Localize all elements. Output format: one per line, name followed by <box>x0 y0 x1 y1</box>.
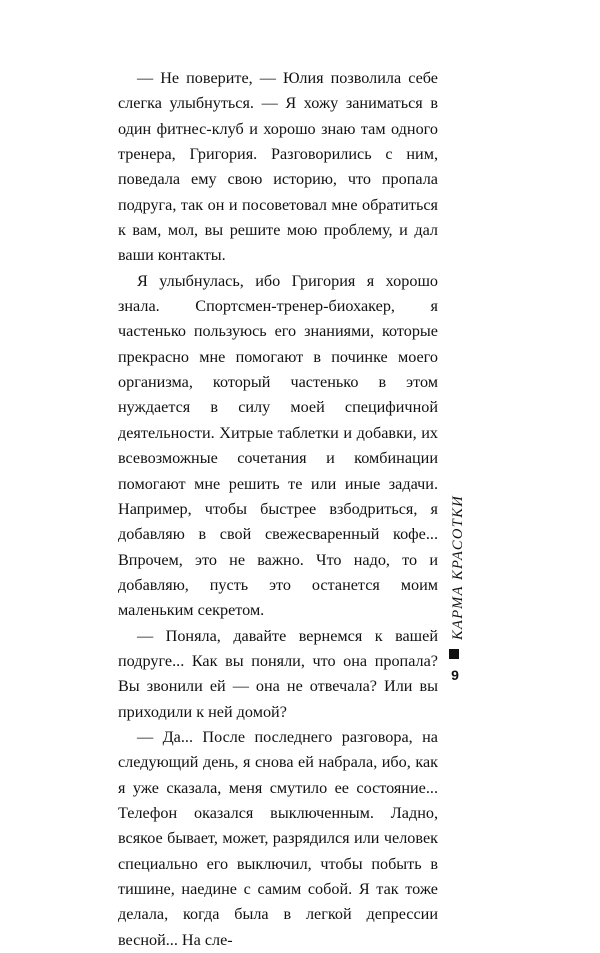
paragraph-4: — Да... После последнего разговора, на следующий день, я снова ей набрала, ибо, как я уже сказала, меня смутило ее состояние... Телефон оказался выключенным. Ладно, всякое бывает, может, разрядился или человек специально его выключил, чтобы побыть в тишине, наедине с самим собой. Я так тоже делала, когда была в легкой депрессии весной... На сле- <box>118 727 438 949</box>
running-title: КАРМА КРАСОТКИ <box>450 494 466 640</box>
page-number: 9 <box>451 667 459 683</box>
body-text <box>118 66 438 953</box>
paragraph-3: — Поняла, давайте вернемся к вашей подруге... Как вы поняли, что она пропала? Вы звонили ей — она не отвечала? Или вы приходили к ней домой? <box>118 626 438 721</box>
paragraph-2: Я улыбнулась, ибо Григория я хорошо знала. Спортсмен-тренер-биохакер, я частенько пользуюсь его знаниями, которые прекрасно мне помогают в починке моего организма, который частенько в этом нуждается в силу моей специфичной деятельности. Хитрые таблетки и добавки, их всевозможные сочетания и комбинации помогают мне решить те или иные задачи. Например, чтобы быстрее взбодриться, я добавляю в свой свежесваренный кофе... Впрочем, это не важно. Что надо, то и добавляю, пусть это останется моим маленьким секретом. <box>118 271 438 620</box>
square-marker-icon <box>449 649 459 659</box>
running-title-area <box>446 494 470 640</box>
paragraph-1: — Не поверите, — Юлия позволила себе слегка улыбнуться. — Я хожу заниматься в один фитнес-клуб и хорошо знаю там одного тренера, Григория. Разговорились с ним, поведала ему свою историю, что пропала подруга, так он и посоветовал мне обратиться к вам, мол, вы решите мою проблему, и дал ваши контакты. <box>118 69 438 265</box>
